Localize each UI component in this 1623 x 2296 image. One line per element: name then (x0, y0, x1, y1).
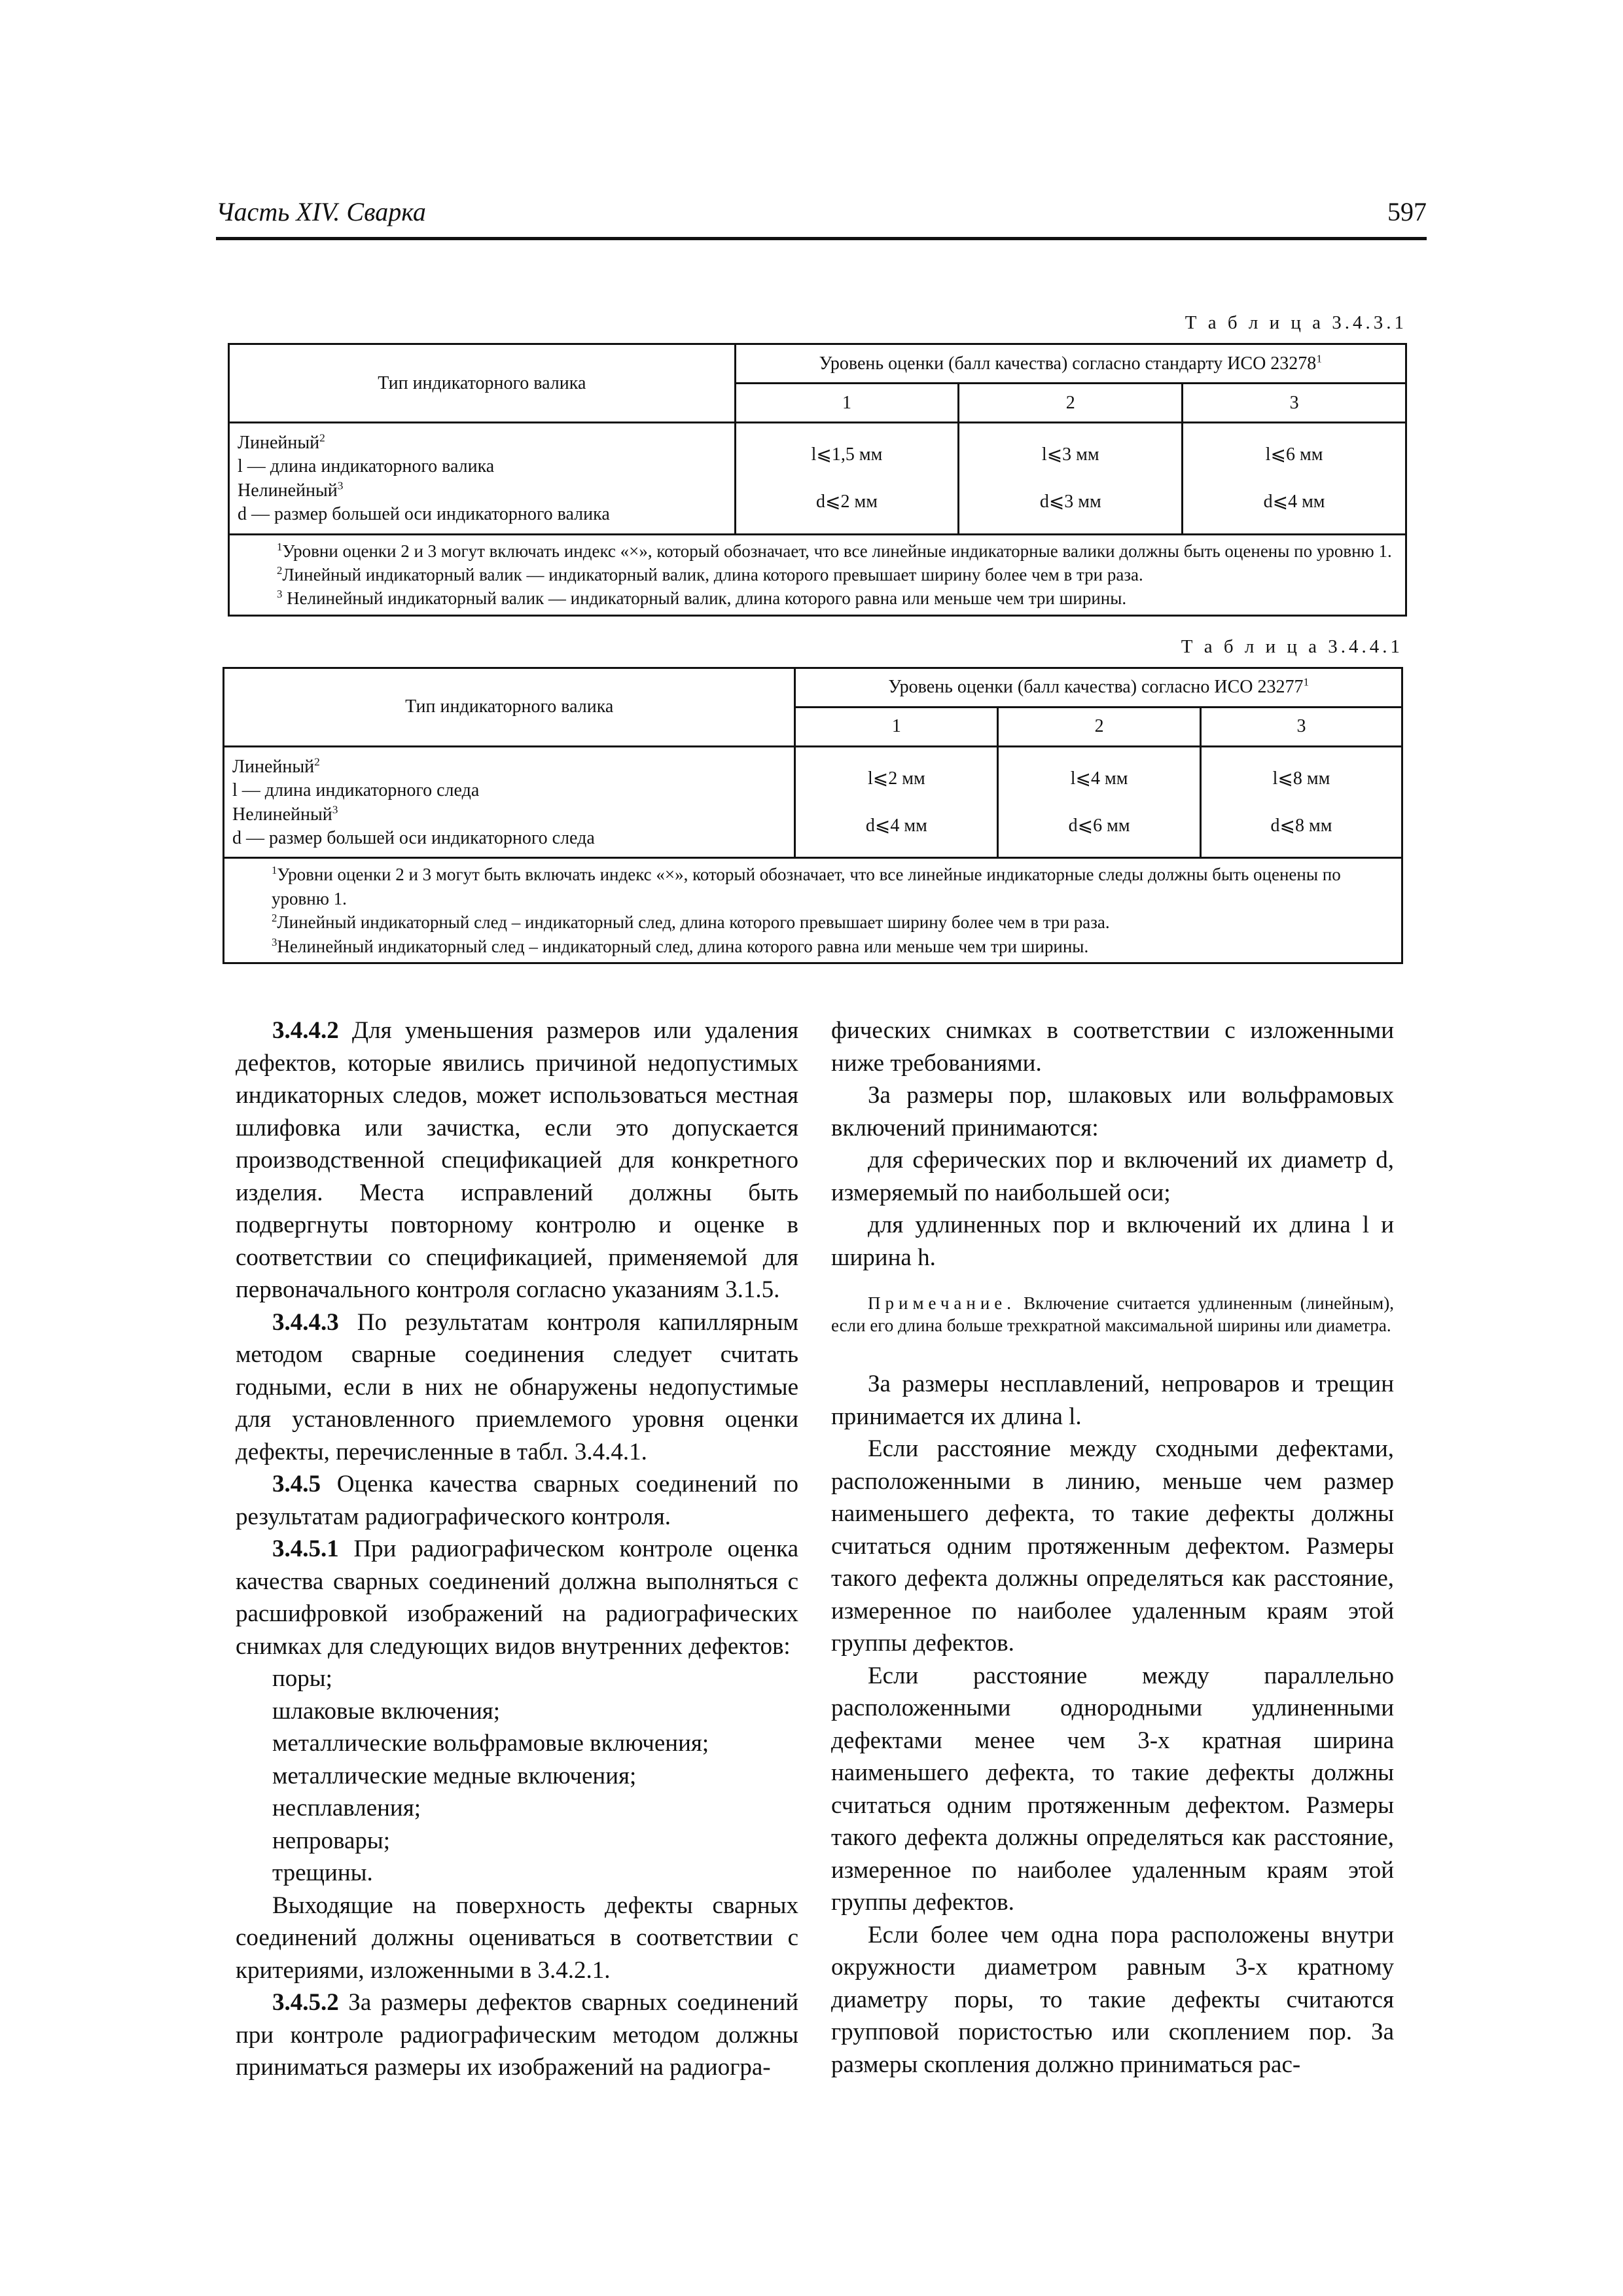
criteria-cell: l⩽2 мм d⩽4 мм (795, 746, 998, 858)
criteria-cell: l⩽6 мм d⩽4 мм (1183, 423, 1406, 535)
level-cell: 2 (998, 707, 1201, 746)
criteria-cell: l⩽4 мм d⩽6 мм (998, 746, 1201, 858)
paragraph: За размеры несплавлений, непроваров и трещин принимается их длина l. (831, 1371, 1394, 1430)
header-type: Тип индикаторного валика (224, 668, 795, 746)
list-item: поры; (272, 1665, 332, 1692)
page (216, 196, 1427, 2081)
table-footnotes: $^1$Уровни оценки 2 и 3 могут включать индекс «×», который обозначает, что все линейные индикаторные валики должны быть оценены по уровню 1. $^2$Линейный индикаторный валик — индикаторный валик, длина которого превышает ширину более чем в три раза. $^3$ Нелинейный индикаторный валик — индикаторный валик, длина которого равна или меньше чем три ширины. (229, 534, 1406, 615)
table-caption: Т а б л и ц а 3.4.4.1 (1181, 636, 1403, 657)
description-cell: Линейный$^2$ l — длина индикаторного следа Нелинейный$^3$ d — размер большей оси индикаторного следа (224, 746, 795, 858)
level-cell: 2 (959, 384, 1183, 423)
table-3-4-4-1 (223, 667, 1403, 964)
description-cell: Линейный$^2$ l — длина индикаторного валика Нелинейный$^3$ d — размер большей оси индикаторного валика (229, 423, 736, 535)
level-cell: 3 (1201, 707, 1402, 746)
paragraph: для сферических пор и включений их диаметр d, измеряемый по наибольшей оси; (831, 1147, 1394, 1206)
paragraph-3-4-4-3: 3.4.4.3 По результатам контроля капиллярным методом сварные соединения следует считать годными, если в них не обнаружены недопустимые для установленного приемлемого уровня оценки дефекты, перечисленные в табл. 3.4.4.1. (236, 1308, 798, 1465)
right-column (831, 1014, 1394, 2081)
level-cell: 1 (795, 707, 998, 746)
paragraph-3-4-4-2: 3.4.4.2 Для уменьшения размеров или удаления дефектов, которые явились причиной недопустимых индикаторных следов, может использоваться местная шлифовка или зачистка, если это допускается производственной спецификацией для конкретного изделия. Места исправлений должны быть подвергнуты повторному контролю и оценке в соответствии со спецификацией, применяемой для первоначального контроля согласно указаниям 3.1.5. (236, 1017, 798, 1303)
left-column (236, 1014, 798, 2084)
table-3-4-3-1-block (228, 312, 1407, 617)
section-heading-3-4-5: 3.4.5 Оценка качества сварных соединений по результатам радиографического контроля. (236, 1471, 798, 1530)
note: Примечание. Включение считается удлиненным (линейным), если его длина больше трехкратной максимальной ширины или диаметра. (831, 1293, 1394, 1335)
header-level: Уровень оценки (балл качества) согласно стандарту ИСО 23278$^1$ (735, 344, 1406, 384)
criteria-cell: l⩽1,5 мм d⩽2 мм (735, 423, 959, 535)
level-cell: 1 (735, 384, 959, 423)
running-title: Часть XIV. Сварка (216, 197, 426, 226)
running-header (216, 196, 1427, 240)
criteria-cell: l⩽8 мм d⩽8 мм (1201, 746, 1402, 858)
list-item: металлические вольфрамовые включения; (272, 1730, 709, 1757)
list-item: непровары; (272, 1827, 391, 1854)
paragraph: Если более чем одна пора расположены внутри окружности диаметром равным 3-х кратному диаметру поры, то такие дефекты считаются групповой пористостью или скоплением пор. За размеры скопления должно приниматься рас- (831, 1921, 1394, 2078)
table-3-4-4-1-block (223, 636, 1403, 964)
paragraph-3-4-5-2: 3.4.5.2 За размеры дефектов сварных соединений при контроле радиографическим методом должны приниматься размеры их изображений на радиогра- (236, 1989, 798, 2081)
paragraph-3-4-5-1: 3.4.5.1 При радиографическом контроле оценка качества сварных соединений должна выполняться с расшифровкой изображений на радиографических снимках для следующих видов внутренних дефектов: (236, 1535, 798, 1660)
list-item: шлаковые включения; (272, 1697, 501, 1725)
paragraph: За размеры пор, шлаковых или вольфрамовых включений принимаются: (831, 1082, 1394, 1141)
paragraph: Если расстояние между параллельно расположенными однородными удлиненными дефектами менее чем 3-х кратная ширина наименьшего дефекта, то такие дефекты должны считаться одним протяженным дефектом. Размеры такого дефекта должны определяться как расстояние, измеренное по наиболее удаленным краям этой группы дефектов. (831, 1662, 1394, 1916)
paragraph: Выходящие на поверхность дефекты сварных соединений должны оцениваться в соответствии с критериями, изложенными в 3.4.2.1. (236, 1892, 798, 1984)
list-item: трещины. (272, 1859, 373, 1886)
header-type: Тип индикаторного валика (229, 344, 736, 423)
table-footnotes: $^1$Уровни оценки 2 и 3 могут быть включать индекс «×», который обозначает, что все линейные индикаторные следы должны быть оценены по уровню 1. $^2$Линейный индикаторный след – индикаторный след, длина которого превышает ширину более чем в три раза. $^3$Нелинейный индикаторный след – индикаторный след, длина которого равна или меньше чем три ширины. (224, 858, 1402, 963)
table-3-4-3-1 (228, 343, 1407, 617)
list-item: несплавления; (272, 1795, 421, 1821)
paragraph: Если расстояние между сходными дефектами, расположенными в линию, меньше чем размер наименьшего дефекта, то такие дефекты должны считаться одним протяженным дефектом. Размеры такого дефекта должны определяться как расстояние, измеренное по наиболее удаленным краям этой группы дефектов. (831, 1435, 1394, 1657)
level-cell: 3 (1183, 384, 1406, 423)
list-item: металлические медные включения; (272, 1762, 637, 1789)
paragraph: фических снимках в соответствии с изложенными ниже требованиями. (831, 1017, 1394, 1077)
header-level: Уровень оценки (балл качества) согласно ИСО 23277$^1$ (795, 668, 1402, 707)
paragraph: для удлиненных пор и включений их длина l и ширина h. (831, 1211, 1394, 1271)
table-caption: Т а б л и ц а 3.4.3.1 (1185, 312, 1407, 333)
page-number: 597 (1387, 197, 1427, 226)
criteria-cell: l⩽3 мм d⩽3 мм (959, 423, 1183, 535)
